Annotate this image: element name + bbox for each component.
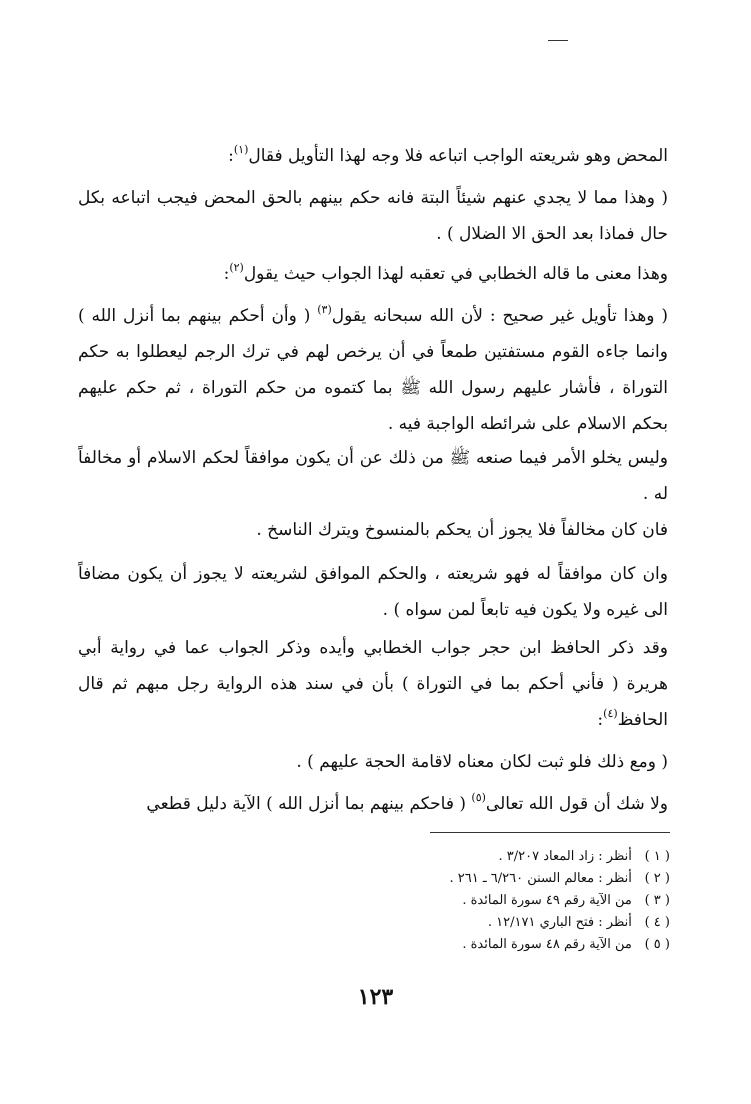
para-9-text: ( ومع ذلك فلو ثبت لكان معناه لاقامة الحجة عليهم ) .: [296, 752, 668, 772]
page-number: ١٢٣: [357, 984, 394, 1010]
footnote-3-text: من الآية رقم ٤٩ سورة المائدة .: [462, 893, 632, 908]
footnote-5: [300, 934, 670, 956]
para-1: [78, 138, 668, 174]
para-10-tail: ( فاحكم بينهم بما أنزل الله ) الآية دليل قطعي: [146, 794, 472, 814]
para-1-tail: :: [228, 146, 234, 166]
footnote-ref-2: (٢): [229, 261, 244, 274]
para-8-text: وقد ذكر الحافظ ابن حجر جواب الخطابي وأيده وذكر الجواب عما في رواية أبي هريرة ( فأني أحكم بما في التوراة ) بأن في سند هذه الرواية رجل مبهم ثم قال الحافظ: [78, 638, 668, 730]
footnote-ref-1: (١): [233, 143, 249, 156]
footnote-5-text: من الآية رقم ٤٨ سورة المائدة .: [462, 937, 632, 952]
para-1-text: المحض وهو شريعته الواجب اتباعه فلا وجه لهذا التأويل فقال: [248, 146, 668, 166]
footnote-4-number: ( ٤ ): [644, 915, 670, 930]
footnote-2-text: أنظر : معالم السنن ٦/٢٦٠ ـ ٢٦١ .: [449, 871, 632, 886]
para-3-text: وهذا معنى ما قاله الخطابي في تعقبه لهذا الجواب حيث يقول: [243, 264, 668, 284]
para-4-tail: ( وأن أحكم بينهم بما أنزل الله ) وانما جاءه القوم مستفتين طمعاً في أن يرخص لهم في ترك الرجم ليعطلوا به حكم التوراة ، فأشار عليهم رسول الله ﷺ بما كتموه من حكم التوراة ، ثم حكم عليهم بحكم الاسلام على شرائطه الواجبة فيه .: [78, 306, 668, 434]
para-4-text: ( وهذا تأويل غير صحيح : لأن الله سبحانه يقول: [331, 306, 668, 326]
top-dash-mark: [548, 40, 568, 41]
footnote-3: [300, 890, 670, 912]
footnote-ref-5: (٥): [471, 791, 486, 804]
footnote-1: [300, 846, 670, 868]
para-10-text: ولا شك أن قول الله تعالى: [485, 794, 668, 814]
footnote-3-number: ( ٣ ): [644, 893, 670, 908]
para-10: [78, 786, 668, 822]
footnote-1-text: أنظر : زاد المعاد ٣/٢٠٧ .: [498, 849, 632, 864]
footnote-1-number: ( ١ ): [644, 849, 670, 864]
para-3-tail: :: [223, 264, 230, 284]
footnote-4-text: أنظر : فتح الباري ١٢/١٧١ .: [487, 915, 632, 930]
para-6-text: فان كان مخالفاً فلا يجوز أن يحكم بالمنسوخ ويترك الناسخ .: [256, 520, 668, 540]
para-5-text: وليس يخلو الأمر فيما صنعه ﷺ من ذلك عن أن يكون موافقاً لحكم الاسلام أو مخالفاً له .: [78, 448, 668, 504]
footnote-separator: [430, 832, 670, 833]
para-3: [78, 256, 668, 292]
footnotes: [300, 846, 670, 956]
para-9: [78, 744, 668, 780]
footnote-2-number: ( ٢ ): [644, 871, 670, 886]
footnote-ref-3: (٣): [317, 303, 332, 316]
footnote-ref-4: (٤): [603, 707, 618, 720]
footnote-4: [300, 912, 670, 934]
para-2: [78, 180, 668, 252]
footnote-5-number: ( ٥ ): [644, 937, 670, 952]
para-8-tail: :: [597, 710, 604, 730]
para-2-text: ( وهذا مما لا يجدي عنهم شيئاً البتة فانه حكم بينهم بالحق المحض فيجب اتباعه بكل حال فماذا بعد الحق الا الضلال ) .: [78, 188, 668, 244]
para-7: [78, 556, 668, 628]
para-7-text: وان كان موافقاً له فهو شريعته ، والحكم الموافق لشريعته لا يجوز أن يكون مضافاً الى غيره ولا يكون فيه تابعاً لمن سواه ) .: [78, 564, 668, 620]
para-4: [78, 298, 668, 442]
footnote-2: [300, 868, 670, 890]
para-5: [78, 440, 668, 512]
para-6: [78, 512, 668, 548]
para-8: [78, 630, 668, 738]
